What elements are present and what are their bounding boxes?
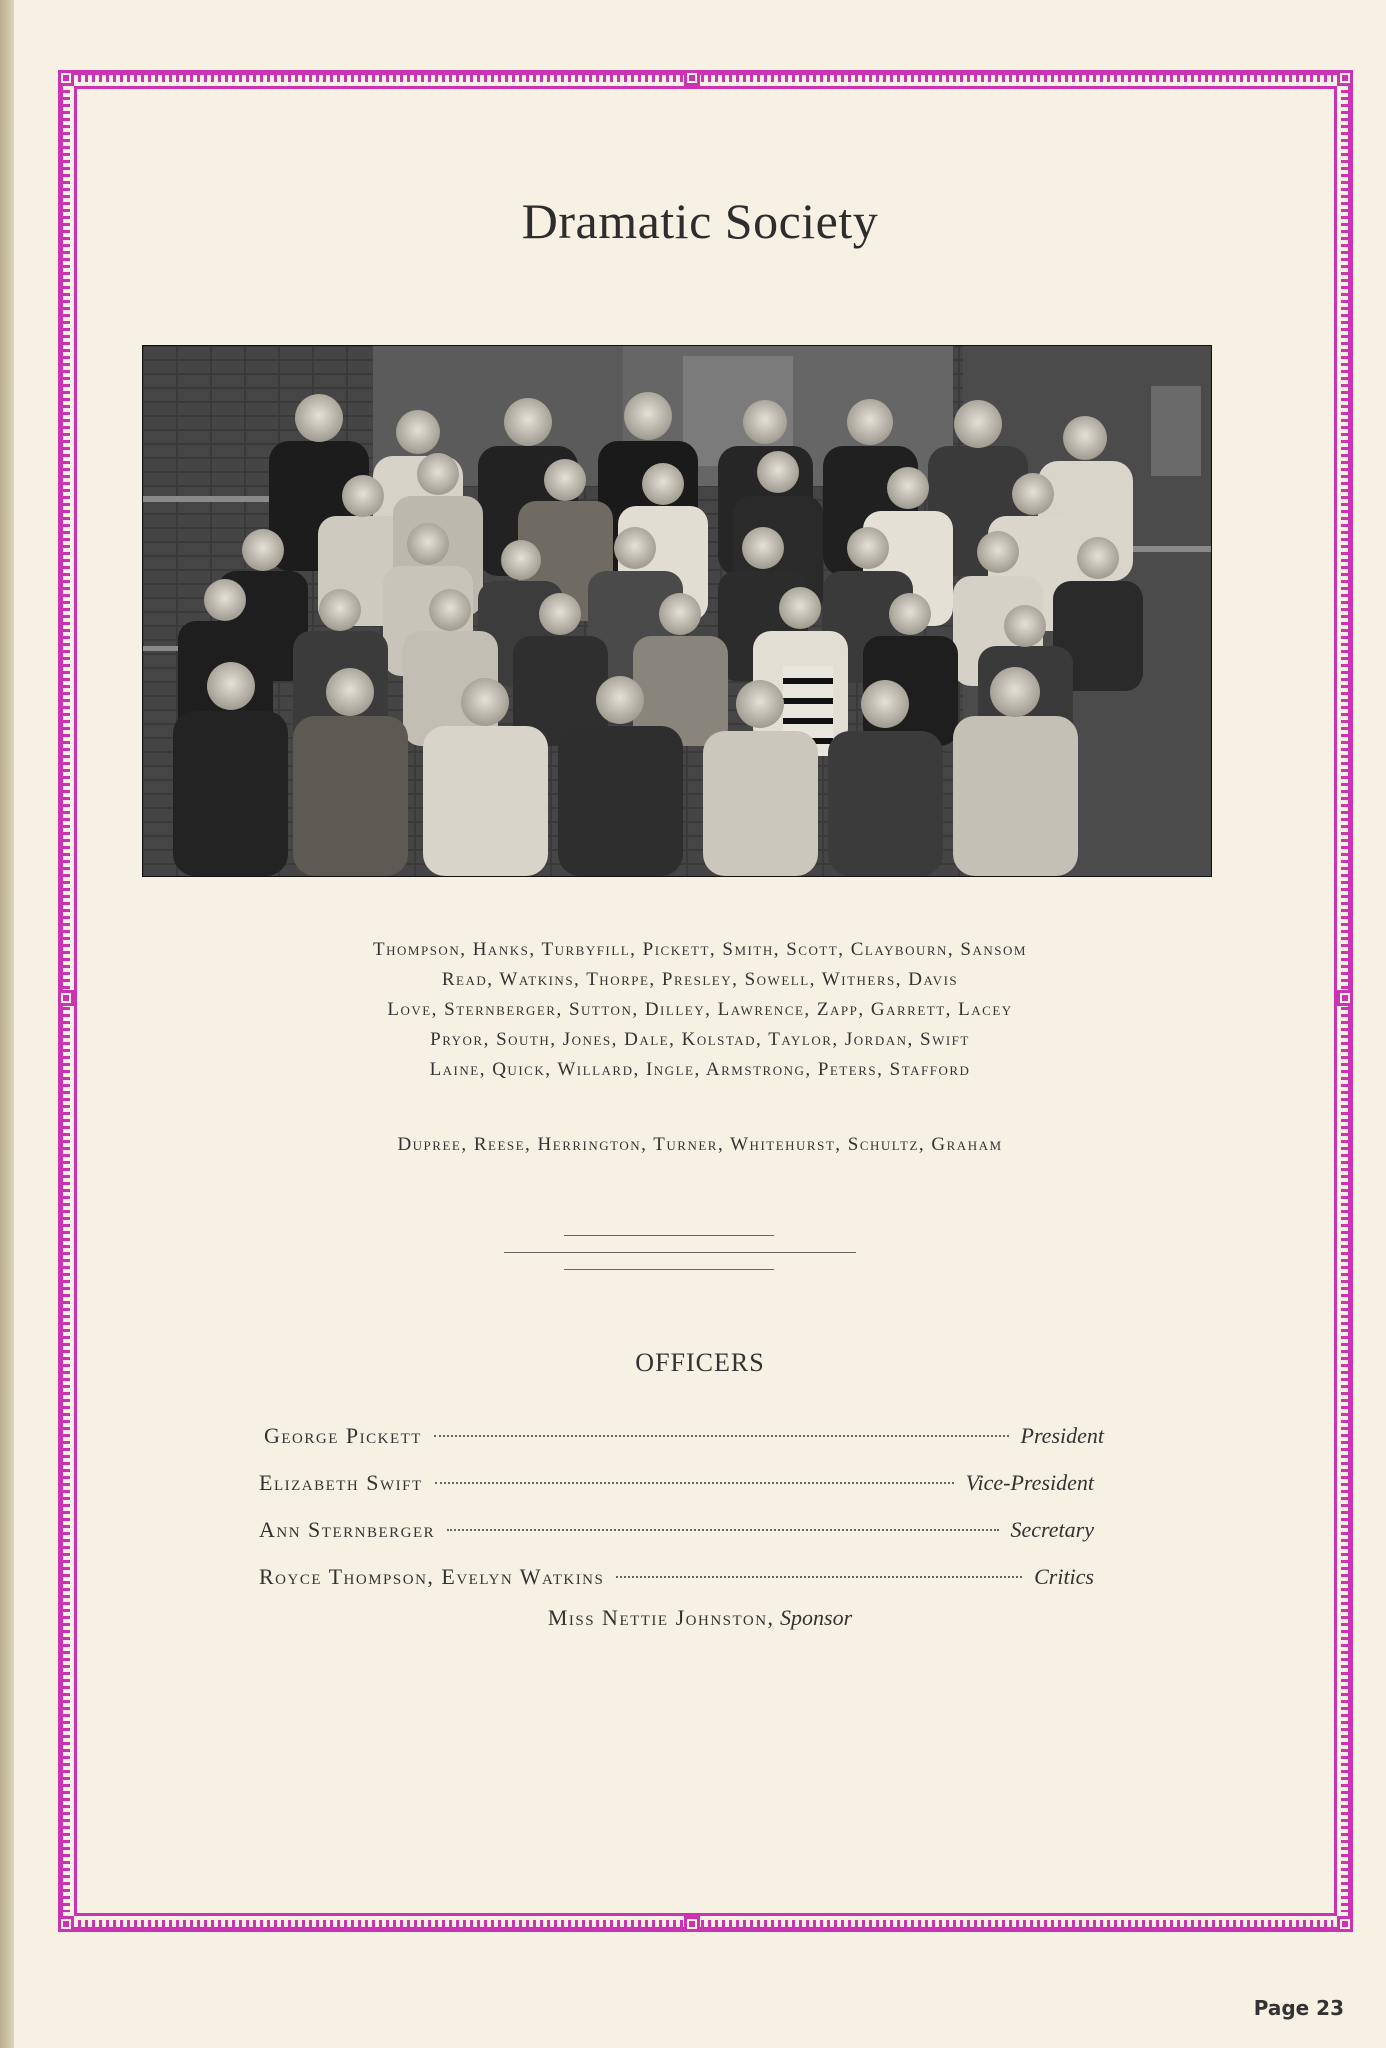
group-photo-illustration xyxy=(143,346,1211,876)
member-roster-extra xyxy=(114,1130,1286,1160)
officers-heading: OFFICERS xyxy=(635,1348,765,1377)
roster-row: Pryor, South, Jones, Dale, Kolstad, Taylor, Jordan, Swift xyxy=(430,1029,970,1050)
page-title: Dramatic Society xyxy=(521,193,879,249)
page-number: Page 23 xyxy=(1253,1996,1344,2020)
officer-name: Royce Thompson, Evelyn Watkins xyxy=(259,1564,605,1589)
leader-dots xyxy=(434,1435,1009,1437)
border-corner-ornament xyxy=(1337,70,1353,86)
officer-role: Secretary xyxy=(1010,1517,1094,1542)
officer-role: Vice-President xyxy=(965,1470,1094,1495)
officer-row xyxy=(259,1512,1094,1548)
leader-dots xyxy=(447,1529,998,1531)
leader-dots xyxy=(616,1576,1022,1578)
border-corner-ornament xyxy=(1337,1916,1353,1932)
sponsor-line xyxy=(14,1605,1386,1631)
border-band-top xyxy=(78,75,1333,82)
divider-rule xyxy=(564,1235,774,1236)
border-ornament xyxy=(58,990,74,1006)
border-ornament xyxy=(1337,990,1353,1006)
officer-row xyxy=(264,1418,1104,1454)
member-roster xyxy=(114,935,1286,1085)
sponsor-role: Sponsor xyxy=(780,1605,853,1630)
officer-row xyxy=(259,1559,1094,1595)
yearbook-page xyxy=(14,0,1386,2048)
border-ornament xyxy=(684,1916,700,1932)
group-photo xyxy=(142,345,1212,877)
divider-rule xyxy=(564,1269,774,1270)
border-corner-ornament xyxy=(58,70,74,86)
roster-row: Thompson, Hanks, Turbyfill, Pickett, Smith, Scott, Claybourn, Sansom xyxy=(373,939,1027,960)
roster-row: Laine, Quick, Willard, Ingle, Armstrong, Peters, Stafford xyxy=(429,1059,971,1080)
leader-dots xyxy=(435,1482,954,1484)
roster-row: Read, Watkins, Thorpe, Presley, Sowell, Withers, Davis xyxy=(441,969,959,990)
sponsor-name: Miss Nettie Johnston, xyxy=(547,1605,775,1630)
border-corner-ornament xyxy=(58,1916,74,1932)
officer-role: Critics xyxy=(1034,1564,1094,1589)
officer-role: President xyxy=(1020,1423,1104,1448)
officer-name: Ann Sternberger xyxy=(259,1517,436,1542)
officer-name: Elizabeth Swift xyxy=(259,1470,423,1495)
border-ornament xyxy=(684,70,700,86)
book-spine xyxy=(0,0,14,2048)
roster-row: Love, Sternberger, Sutton, Dilley, Lawrence, Zapp, Garrett, Lacey xyxy=(387,999,1013,1020)
roster-row: Dupree, Reese, Herrington, Turner, Whitehurst, Schultz, Graham xyxy=(397,1134,1003,1155)
officer-row xyxy=(259,1465,1094,1501)
officer-name: George Pickett xyxy=(264,1423,422,1448)
border-band-bottom xyxy=(78,1920,1333,1927)
divider-rule xyxy=(504,1252,856,1253)
